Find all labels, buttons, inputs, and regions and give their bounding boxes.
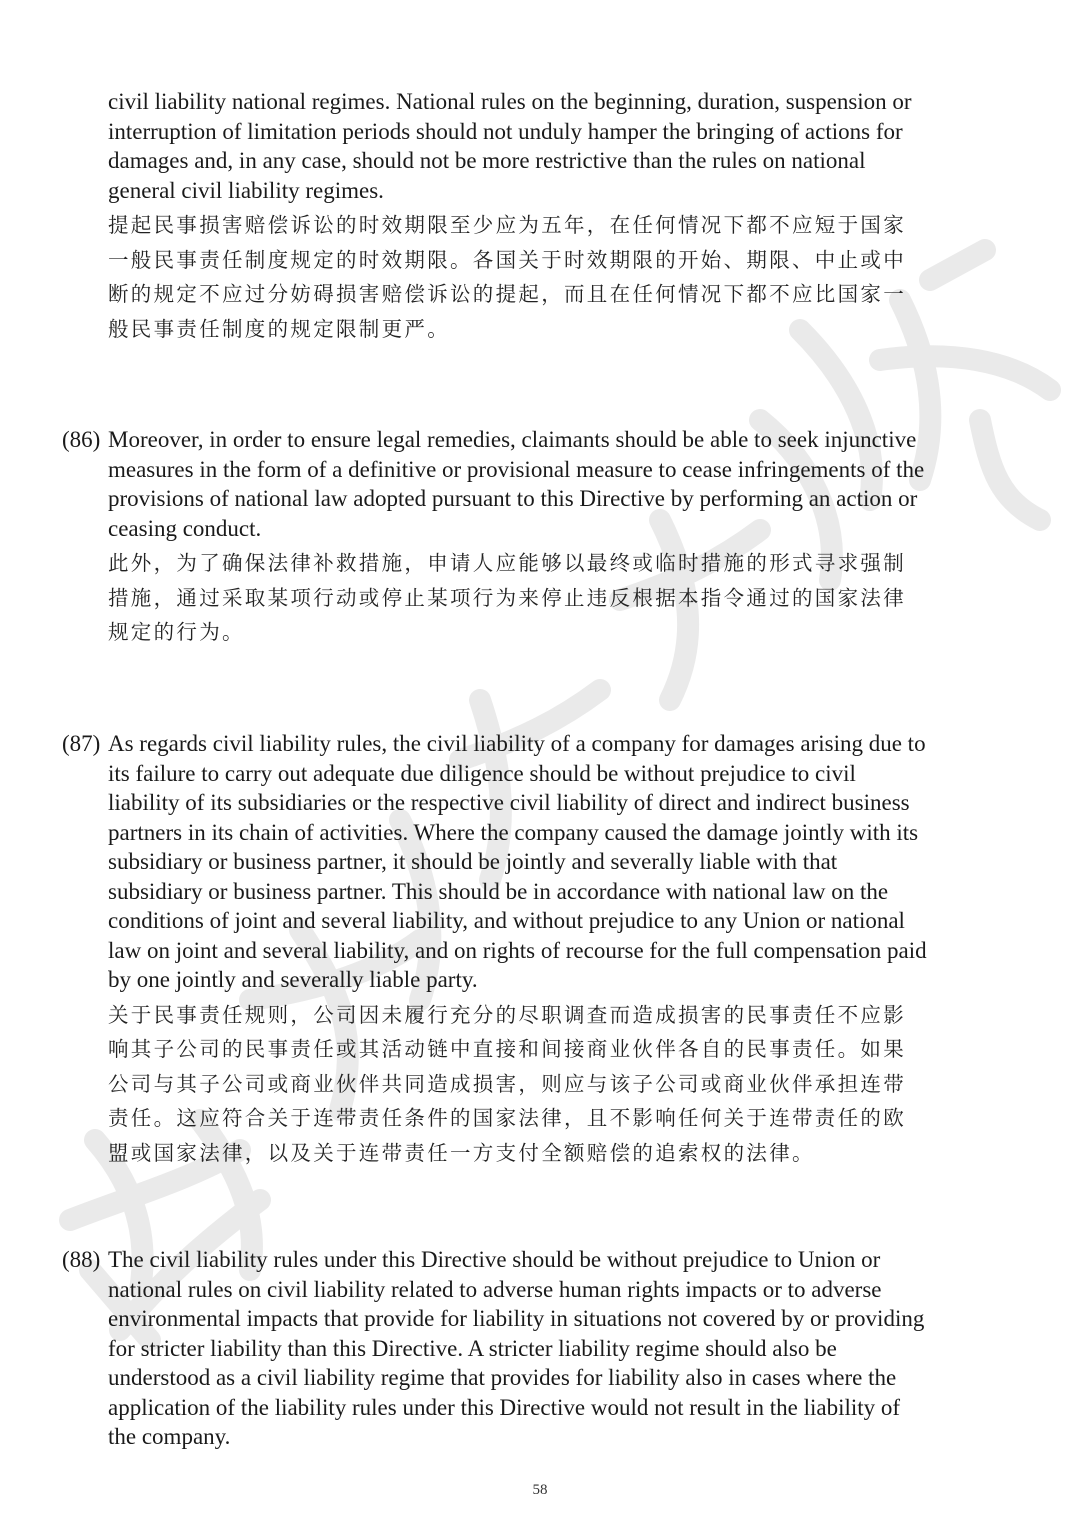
english-line: conditions of joint and several liability, and without prejudice to any Union or national <box>108 908 905 933</box>
chinese-translation <box>108 998 1022 1171</box>
english-line: civil liability national regimes. National rules on the beginning, duration, suspension or <box>108 89 912 114</box>
recital-number: (87) <box>62 731 101 756</box>
english-line: general civil liability regimes. <box>108 177 384 203</box>
english-line: measures in the form of a definitive or provisional measure to cease infringements of the <box>108 456 925 482</box>
chinese-translation <box>108 546 1022 650</box>
english-line: for stricter liability than this Directive. A stricter liability regime should also be <box>108 1335 837 1361</box>
chinese-line: 响其子公司的民事责任或其活动链中直接和间接商业伙伴各自的民事责任。如果 <box>108 1037 906 1061</box>
chinese-line: 责任。这应符合关于连带责任条件的国家法律，且不影响任何关于连带责任的欧 <box>108 1106 906 1130</box>
english-line: environmental impacts that provide for liability in situations not covered by or providing <box>108 1306 925 1331</box>
chinese-translation <box>108 208 1022 346</box>
chinese-line: 规定的行为。 <box>108 620 245 644</box>
chinese-line: 一般民事责任制度规定的时效期限。各国关于时效期限的开始、期限、中止或中 <box>108 247 906 272</box>
english-line: Moreover, in order to ensure legal remedies, claimants should be able to seek injunctive <box>108 427 917 452</box>
chinese-line: 此外，为了确保法律补救措施，申请人应能够以最终或临时措施的形式寻求强制 <box>108 551 906 575</box>
english-text <box>108 87 1022 205</box>
english-line: application of the liability rules under this Directive would not result in the liability of <box>108 1394 901 1420</box>
chinese-line: 提起民事损害赔偿诉讼的时效期限至少应为五年，在任何情况下都不应短于国家 <box>108 213 906 237</box>
english-line: by one jointly and severally liable party. <box>108 967 478 992</box>
english-line: subsidiary or business partner, it should be jointly and severally liable with that <box>108 849 838 874</box>
english-text <box>108 729 1022 995</box>
english-text <box>108 425 1022 543</box>
chinese-line: 公司与其子公司或商业伙伴共同造成损害，则应与该子公司或商业伙伴承担连带 <box>108 1071 906 1096</box>
chinese-line: 断的规定不应过分妨碍损害赔偿诉讼的提起，而且在任何情况下都不应比国家一 <box>108 282 906 306</box>
recital-88 <box>62 1245 1022 1452</box>
page-number: 58 <box>532 1482 548 1498</box>
recital-number: (86) <box>62 427 101 452</box>
recital-87 <box>62 729 1022 1170</box>
english-line: The civil liability rules under this Directive should be without prejudice to Union or <box>108 1247 881 1272</box>
chinese-line: 盟或国家法律，以及关于连带责任一方支付全额赔偿的追索权的法律。 <box>108 1140 815 1165</box>
paragraph-continuation <box>62 87 1022 346</box>
english-line: subsidiary or business partner. This should be in accordance with national law on the <box>108 878 889 904</box>
chinese-line: 般民事责任制度的规定限制更严。 <box>108 316 450 341</box>
english-line: provisions of national law adopted pursuant to this Directive by performing an action or <box>108 486 918 511</box>
english-line: law on joint and several liability, and on rights of recourse for the full compensation paid <box>108 937 927 963</box>
english-text <box>108 1245 1022 1452</box>
english-line: ceasing conduct. <box>108 515 262 541</box>
english-line: liability of its subsidiaries or the respective civil liability of direct and indirect business <box>108 790 910 815</box>
english-line: its failure to carry out adequate due diligence should be without prejudice to civil <box>108 760 856 786</box>
english-line: national rules on civil liability related to adverse human rights impacts or to adverse <box>108 1276 882 1302</box>
english-line: partners in its chain of activities. Where the company caused the damage jointly with its <box>108 819 919 845</box>
recital-number: (88) <box>62 1247 101 1272</box>
recital-86 <box>62 425 1022 650</box>
chinese-line: 措施，通过采取某项行动或停止某项行为来停止违反根据本指令通过的国家法律 <box>108 585 906 610</box>
english-line: the company. <box>108 1424 231 1449</box>
english-line: As regards civil liability rules, the civil liability of a company for damages arising due to <box>108 731 926 756</box>
chinese-line: 关于民事责任规则，公司因未履行充分的尽职调查而造成损害的民事责任不应影 <box>108 1002 906 1027</box>
english-line: damages and, in any case, should not be more restrictive than the rules on national <box>108 148 866 173</box>
english-line: interruption of limitation periods should not unduly hamper the bringing of actions for <box>108 118 903 144</box>
english-line: understood as a civil liability regime that provides for liability also in cases where the <box>108 1365 897 1390</box>
